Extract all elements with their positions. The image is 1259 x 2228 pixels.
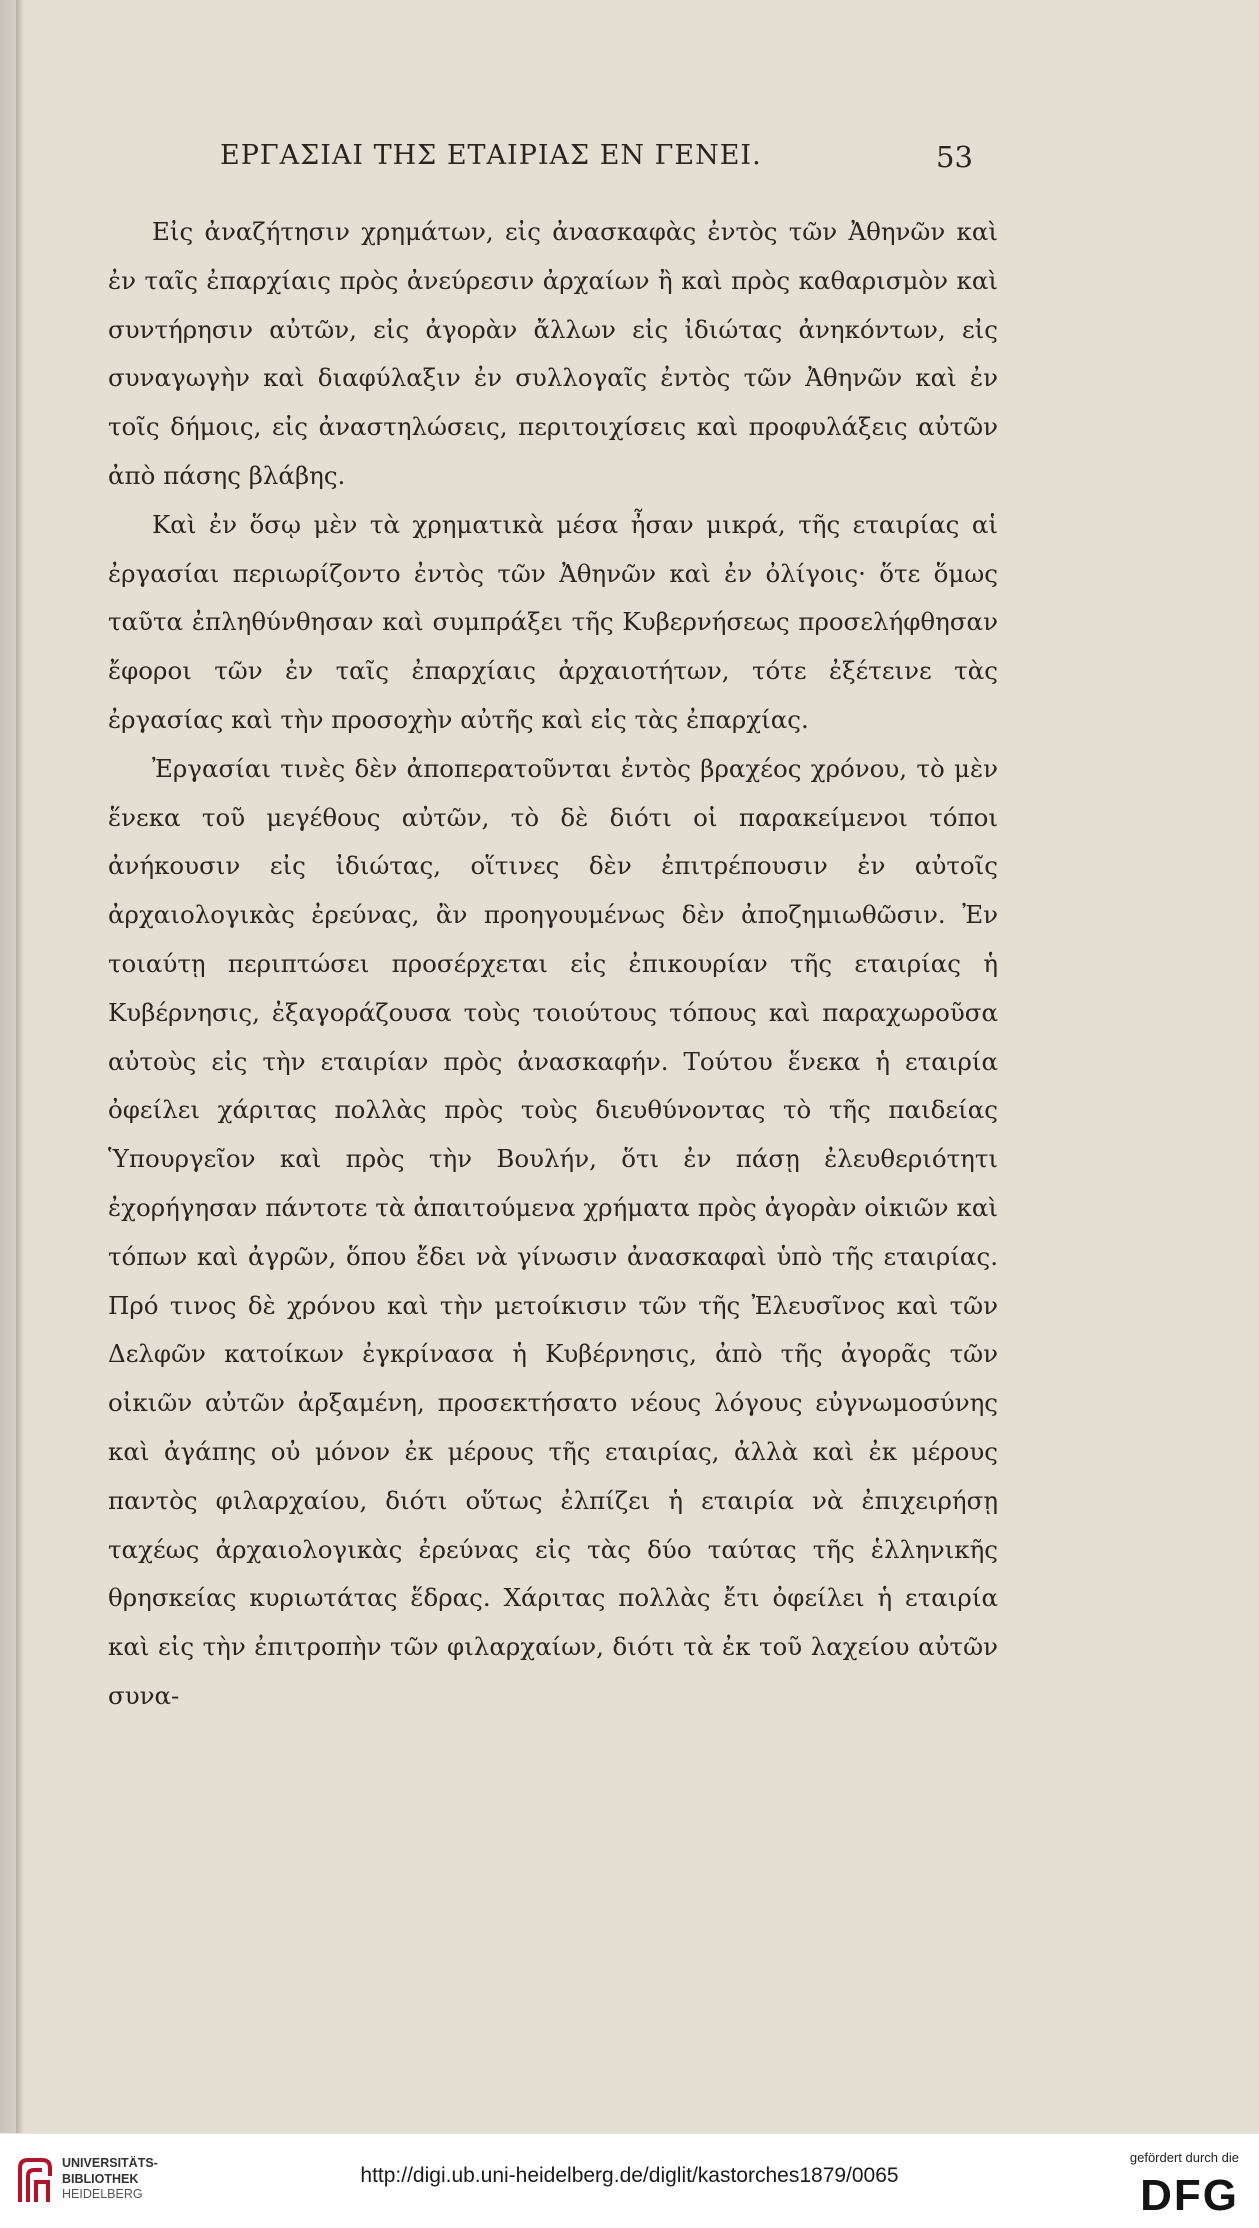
library-name-line: BIBLIOTHEK — [62, 2171, 139, 2186]
page-number: 53 — [936, 140, 973, 174]
body-text — [108, 208, 998, 1721]
paragraph: Ἐργασίαι τινὲς δὲν ἀποπερατοῦνται ἐντὸς βραχέος χρόνου, τὸ μὲν ἕνεκα τοῦ μεγέθους αὐτῶν, τὸ δὲ διότι οἱ παρακείμενοι τόποι ἀνήκουσιν εἰς ἰδιώτας, οἵτινες δὲν ἐπιτρέπουσιν ἐν αὐτοῖς ἀρχαιολογικὰς ἐρεύνας, ἂν προηγουμένως δὲν ἀποζημιωθῶσιν. Ἐν τοιαύτῃ περιπτώσει προσέρχεται εἰς ἐπικουρίαν τῆς εταιρίας ἡ Κυβέρνησις, ἐξαγοράζουσα τοὺς τοιούτους τόπους καὶ παραχωροῦσα αὐτοὺς εἰς τὴν εταιρίαν πρὸς ἀνασκαφήν. Τούτου ἕνεκα ἡ εταιρία ὀφείλει χάριτας πολλὰς πρὸς τοὺς διευθύνοντας τὸ τῆς παιδείας Ὑπουργεῖον καὶ πρὸς τὴν Βουλήν, ὅτι ἐν πάσῃ ἐλευθεριότητι ἐχορήγησαν πάντοτε τὰ ἀπαιτούμενα χρήματα πρὸς ἀγορὰν οἰκιῶν καὶ τόπων καὶ ἀγρῶν, ὅπου ἔδει νὰ γίνωσιν ἀνασκαφαὶ ὑπὸ τῆς εταιρίας. Πρό τινος δὲ χρόνου καὶ τὴν μετοίκισιν τῶν τῆς Ἐλευσῖνος καὶ τῶν Δελφῶν κατοίκων ἐγκρίνασα ἡ Κυβέρνησις, ἀπὸ τῆς ἀγορᾶς τῶν οἰκιῶν αὐτῶν ἀρξαμένη, προσεκτήσατο νέους λόγους εὐγνωμοσύνης καὶ ἀγάπης οὐ μόνον ἐκ μέρους τῆς εταιρίας, ἀλλὰ καὶ ἐκ μέρους παντὸς φιλαρχαίου, διότι οὕτως ἐλπίζει ἡ εταιρία νὰ ἐπιχειρήσῃ ταχέως ἀρχαιολογικὰς ἐρεύνας εἰς τὰς δύο ταύτας τῆς ἑλληνικῆς θρησκείας κυριωτάτας ἕδρας. Χάριτας πολλὰς ἔτι ὀφείλει ἡ εταιρία καὶ εἰς τὴν ἐπιτροπὴν τῶν φιλαρχαίων, διότι τὰ ἐκ τοῦ λαχείου αὐτῶν συνα- — [108, 753, 998, 1710]
paragraph: Εἰς ἀναζήτησιν χρημάτων, εἰς ἀνασκαφὰς ἐντὸς τῶν Ἀθηνῶν καὶ ἐν ταῖς ἐπαρχίαις πρὸς ἀνεύρεσιν ἀρχαίων ἢ καὶ πρὸς καθαρισμὸν καὶ συντήρησιν αὐτῶν, εἰς ἀγορὰν ἄλλων εἰς ἰδιώτας ἀνηκόντων, εἰς συναγωγὴν καὶ διαφύλαξιν ἐν συλλογαῖς ἐντὸς τῶν Ἀθηνῶν καὶ ἐν τοῖς δήμοις, εἰς ἀναστηλώσεις, περιτοιχίσεις καὶ προφυλάξεις αὐτῶν ἀπὸ πάσης βλάβης. — [108, 217, 998, 490]
viewer-footer — [0, 2133, 1259, 2228]
permalink-url[interactable]: http://digi.ub.uni-heidelberg.de/diglit/kastorches1879/0065 — [360, 2164, 899, 2187]
library-name-line: UNIVERSITÄTS- — [62, 2156, 158, 2170]
sponsor-caption: gefördert durch die — [1129, 2150, 1239, 2165]
dfg-logo: DFG — [1140, 2171, 1239, 2220]
page-edge — [16, 0, 24, 2133]
library-name-line: HEIDELBERG — [62, 2187, 143, 2201]
paragraph: Καὶ ἐν ὅσῳ μὲν τὰ χρηματικὰ μέσα ἦσαν μικρά, τῆς εταιρίας αἱ ἐργασίαι περιωρίζοντο ἐντὸς τῶν Ἀθηνῶν καὶ ἐν ὀλίγοις· ὅτε ὅμως ταῦτα ἐπληθύνθησαν καὶ συμπράξει τῆς Κυβερνήσεως προσελήφθησαν ἔφοροι τῶν ἐν ταῖς ἐπαρχίαις ἀρχαιοτήτων, τότε ἐξέτεινε τὰς ἐργασίας καὶ τὴν προσοχὴν αὐτῆς καὶ εἰς τὰς ἐπαρχίας. — [108, 509, 998, 734]
running-head: ΕΡΓΑΣΙΑΙ ΤΗΣ ΕΤΑΙΡΙΑΣ ΕΝ ΓΕΝΕΙ. — [220, 140, 762, 171]
